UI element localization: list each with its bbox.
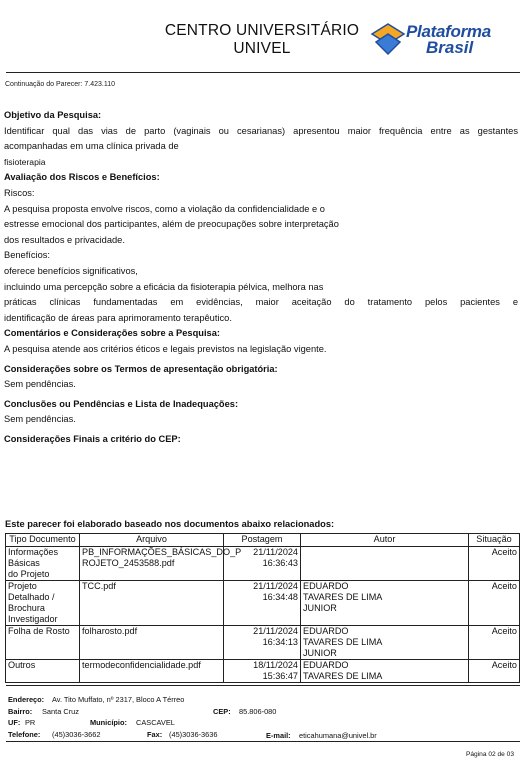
cell-tipo (6, 660, 80, 683)
cell-autor-line: TAVARES DE LIMA (303, 671, 383, 681)
column-header: Postagem (224, 534, 301, 547)
cell-arquivo-line: PB_INFORMAÇÕES_BÁSICAS_DO_P (82, 547, 242, 557)
institution-title-line1: CENTRO UNIVERSITÁRIO (164, 22, 360, 39)
fax-value: (45)3036-3636 (169, 730, 218, 739)
conclusoes-text: Sem pendências. (4, 414, 76, 425)
telefone-label: Telefone: (8, 730, 41, 739)
finais-heading: Considerações Finais a critério do CEP: (4, 433, 181, 444)
telefone-value: (45)3036-3662 (52, 730, 101, 739)
plataforma-brasil-logo (368, 18, 518, 62)
cell-postagem-line: 16:34:13 (262, 637, 298, 647)
cell-arquivo-line: termodeconfidencialidade.pdf (82, 660, 201, 670)
cell-situacao: Aceito (469, 581, 520, 626)
page-number: Página 02 de 03 (465, 751, 514, 758)
cell-postagem-line: 16:34:48 (262, 592, 298, 602)
documents-table (5, 533, 520, 683)
objetivo-line: acompanhadas em uma clínica privada de (4, 141, 179, 152)
header-divider (6, 72, 520, 73)
column-header: Tipo Documento (6, 534, 80, 547)
comentarios-text: A pesquisa atende aos critérios éticos e legais previstos na legislação vigente. (4, 343, 327, 354)
cell-arquivo-line: ROJETO_2453588.pdf (82, 558, 175, 568)
cell-tipo-line: do Projeto (8, 569, 50, 579)
footer-bottom-divider (6, 741, 520, 742)
cell-tipo (6, 547, 80, 581)
cell-postagem-line: 15:36:47 (262, 671, 298, 681)
institution-title-line2: UNIVEL (233, 40, 291, 57)
uf-label: UF: (8, 718, 21, 727)
cell-tipo-line: Projeto Detalhado / (8, 581, 55, 602)
continuation-label: Continuação do Parecer: 7.423.110 (5, 81, 116, 88)
cell-postagem (224, 581, 301, 626)
cell-situacao: Aceito (469, 660, 520, 683)
cell-autor-line: EDUARDO (303, 581, 349, 591)
termos-heading: Considerações sobre os Termos de apresentação obrigatória: (4, 363, 278, 374)
table-row (6, 660, 520, 683)
cell-autor-line: TAVARES DE LIMA (303, 592, 383, 602)
uf-value: PR (25, 718, 36, 727)
cell-tipo-line: Folha de Rosto (8, 626, 70, 636)
cell-arquivo-line: TCC.pdf (82, 581, 116, 591)
column-header: Autor (301, 534, 469, 547)
cell-autor-line: JUNIOR (303, 603, 337, 613)
comentarios-heading: Comentários e Considerações sobre a Pesquisa: (4, 328, 220, 339)
cell-tipo (6, 581, 80, 626)
fax-label: Fax: (147, 730, 163, 739)
cell-autor-line: EDUARDO (303, 660, 349, 670)
municipio-value: CASCAVEL (136, 718, 175, 727)
objetivo-line: Identificar qual das vias de parto (vaginais ou cesarianas) apresentou maior frequência entre as gestantes (4, 125, 518, 136)
cep-label: CEP: (213, 707, 231, 716)
logo-text-line2: Brasil (426, 38, 474, 57)
cell-arquivo-line: folharosto.pdf (82, 626, 138, 636)
riscos-line: práticas clínicas fundamentadas em evidências, maior aceitação do tratamento pelos pacientes e (4, 297, 518, 308)
riscos-line: incluindo uma percepção sobre a eficácia da fisioterapia pélvica, melhora nas (4, 281, 324, 292)
cell-postagem-line: 21/11/2024 (253, 581, 298, 591)
riscos-line: oferece benefícios significativos, (4, 265, 138, 276)
cell-autor (301, 626, 469, 660)
riscos-line: dos resultados e privacidade. (4, 234, 125, 245)
endereco-label: Endereço: (8, 695, 45, 704)
footer-divider (6, 685, 520, 686)
cell-autor (301, 547, 469, 581)
logo-text-line1: Plataforma (406, 22, 491, 41)
objetivo-line: fisioterapia (4, 156, 46, 167)
cell-arquivo (80, 626, 224, 660)
riscos-line: identificação de áreas para aprimoramento terapêutico. (4, 312, 232, 323)
cell-tipo-line: Brochura (8, 603, 45, 613)
cell-situacao: Aceito (469, 547, 520, 581)
termos-text: Sem pendências. (4, 379, 76, 390)
cell-arquivo (80, 660, 224, 683)
report-body (4, 108, 518, 447)
cell-postagem-line: 21/11/2024 (253, 547, 298, 557)
cell-situacao: Aceito (469, 626, 520, 660)
conclusoes-heading: Conclusões ou Pendências e Lista de Inadequações: (4, 398, 239, 409)
bairro-label: Bairro: (8, 707, 33, 716)
cell-autor-line: TAVARES DE LIMA (303, 637, 383, 647)
cell-autor (301, 660, 469, 683)
bairro-value: Santa Cruz (42, 707, 79, 716)
riscos-heading: Avaliação dos Riscos e Benefícios: (4, 172, 160, 183)
cell-autor-line: JUNIOR (303, 648, 337, 658)
riscos-line: A pesquisa proposta envolve riscos, como a violação da confidencialidade e o (4, 203, 325, 214)
cell-postagem (224, 626, 301, 660)
column-header: Situação (469, 534, 520, 547)
table-row (6, 626, 520, 660)
table-row (6, 581, 520, 626)
riscos-line: estresse emocional dos participantes, além de preocupações sobre interpretação (4, 219, 339, 230)
cell-autor (301, 581, 469, 626)
cell-autor-line: EDUARDO (303, 626, 349, 636)
cell-tipo-line: Investigador (8, 614, 58, 624)
cell-tipo-line: Informações Básicas (8, 547, 59, 568)
table-row (6, 547, 520, 581)
objetivo-heading: Objetivo da Pesquisa: (4, 110, 102, 120)
cell-postagem-line: 16:36:43 (262, 558, 298, 568)
riscos-line: Riscos: (4, 187, 35, 198)
municipio-label: Município: (90, 718, 127, 727)
cell-tipo-line: Outros (8, 660, 36, 670)
table-header-row (6, 534, 520, 547)
riscos-line: Benefícios: (4, 250, 50, 261)
column-header: Arquivo (80, 534, 224, 547)
documents-title: Este parecer foi elaborado baseado nos documentos abaixo relacionados: (5, 519, 335, 529)
cell-arquivo (80, 547, 242, 581)
cell-postagem-line: 18/11/2024 (253, 660, 298, 670)
email-value: eticahumana@univel.br (299, 731, 377, 740)
cell-tipo (6, 626, 80, 660)
cep-value: 85.806-080 (239, 707, 277, 716)
cell-arquivo (80, 581, 224, 626)
cell-postagem-line: 21/11/2024 (253, 626, 298, 636)
email-label: E-mail: (266, 731, 291, 740)
endereco-value: Av. Tito Muffato, nº 2317, Bloco A Térreo (52, 695, 185, 704)
cell-postagem (224, 660, 301, 683)
logo-emblem-icon (368, 20, 408, 60)
